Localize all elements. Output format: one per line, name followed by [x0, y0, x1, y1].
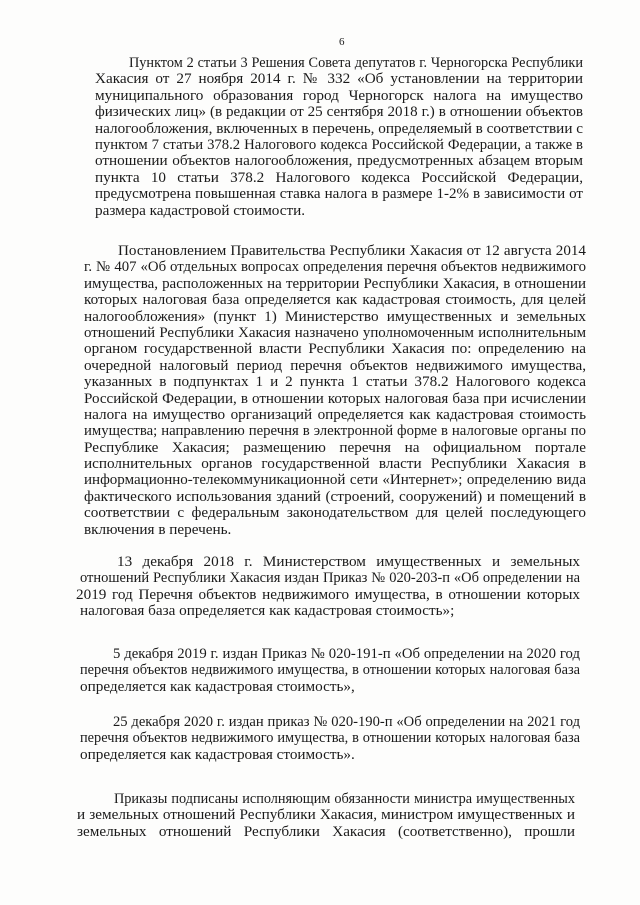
- paragraph-line: налогообложения» (пункт 1) Министерство имущественных и земельных: [84, 307, 586, 325]
- page-number: 6: [339, 36, 345, 48]
- paragraph-line: Хакасия от 27 ноября 2014 г. № 332 «Об установлении на территории: [95, 70, 583, 88]
- paragraph-line: включения в перечень.: [84, 520, 232, 538]
- paragraph-line: 13 декабря 2018 г. Министерством имущественных и земельных: [117, 553, 580, 570]
- paragraph-4: [80, 646, 580, 695]
- paragraph-line: перечня объектов недвижимого имущества, в отношении которых налоговая база: [80, 730, 580, 747]
- paragraph-line: налога на имущество организаций определяется как кадастровая стоимость: [84, 405, 586, 423]
- paragraph-line: и земельных отношений Республики Хакасия, министром имущественных и: [77, 806, 575, 824]
- paragraph-line: очередной налоговый период перечня объектов недвижимого имущества,: [84, 356, 586, 374]
- paragraph-line: г. № 407 «Об отдельных вопросах определения перечня объектов недвижимого: [84, 259, 586, 276]
- paragraph-line: муниципального образования город Черногорск налога на имущество: [95, 86, 583, 104]
- paragraph-line: предусмотрена повышенная ставка налога в размере 1-2% в зависимости от: [95, 186, 583, 203]
- paragraph-line: физических лиц» (в редакции от 25 сентября 2018 г.) в отношении объектов: [95, 104, 583, 121]
- paragraph-line: налогообложения, включенных в перечень, определяемый в соответствии с: [95, 119, 583, 137]
- paragraph-line: пункта 10 статьи 378.2 Налогового кодекса Российской Федерации,: [95, 168, 583, 186]
- paragraph-line: Постановлением Правительства Республики Хакасия от 12 августа 2014: [118, 243, 586, 259]
- paragraph-line: отношений Республики Хакасия издан Приказ № 020-203-п «Об определении на: [80, 570, 580, 587]
- paragraph-line: Республике Хакасия; размещению перечня на официальном портале: [84, 438, 586, 456]
- paragraph-line: перечня объектов недвижимого имущества, в отношении которых налоговая база: [80, 662, 580, 679]
- paragraph-line: Приказы подписаны исполняющим обязанности министра имущественных: [114, 791, 575, 807]
- paragraph-line: имущества, расположенных на территории Республики Хакасия, в отношении: [84, 275, 586, 292]
- paragraph-3: [76, 553, 580, 620]
- paragraph-5: [80, 714, 580, 763]
- paragraph-line: исполнительных органов государственной власти Республики Хакасия в: [84, 455, 586, 473]
- paragraph-line: которых налоговая база определяется как кадастровая стоимость, для целей: [84, 291, 586, 309]
- paragraph-line: определяется как кадастровая стоимость»,: [80, 677, 355, 695]
- paragraph-line: соответствии с федеральным законодательством для целей последующего: [84, 504, 586, 522]
- paragraph-line: 5 декабря 2019 г. издан Приказ № 020-191-п «Об определении на 2020 год: [113, 646, 580, 662]
- paragraph-line: 25 декабря 2020 г. издан приказ № 020-190-п «Об определении на 2021 год: [113, 714, 580, 730]
- paragraph-line: налоговая база определяется как кадастровая стоимость»;: [80, 602, 455, 620]
- paragraph-line: Российской Федерации, в отношении которых налоговая база при исчислении: [84, 390, 586, 407]
- paragraph-1: [95, 55, 583, 219]
- paragraph-line: определяется как кадастровая стоимость».: [80, 745, 355, 763]
- paragraph-line: пунктом 7 статьи 378.2 Налогового кодекса Российской Федерации, а также в: [95, 136, 583, 153]
- paragraph-line: органом государственной власти Республики Хакасия по: определению на: [84, 340, 586, 358]
- paragraph-line: Пунктом 2 статьи 3 Решения Совета депутатов г. Черногорска Республики: [129, 55, 583, 71]
- paragraph-line: информационно-телекоммуникационной сети «Интернет»; определению вида: [84, 472, 586, 489]
- paragraph-line: размера кадастровой стоимости.: [95, 201, 306, 219]
- paragraph-line: отношений Республики Хакасия назначено уполномоченным исполнительным: [84, 324, 586, 341]
- paragraph-line: указанных в подпунктах 1 и 2 пункта 1 статьи 378.2 Налогового кодекса: [84, 373, 586, 391]
- paragraph-line: 2019 год Перечня объектов недвижимого имущества, в отношении которых: [76, 585, 580, 603]
- paragraph-line: земельных отношений Республики Хакасия (соответственно), прошли: [77, 822, 575, 840]
- paragraph-6: [77, 791, 575, 840]
- paragraph-line: фактического использования зданий (строений, сооружений) и помещений в: [84, 487, 586, 505]
- paragraph-line: отношении объектов налогообложения, предусмотренных абзацем вторым: [95, 152, 583, 170]
- paragraph-2: [84, 243, 586, 538]
- paragraph-line: имущества; направлению перечня в электронной форме в налоговые органы по: [84, 423, 586, 440]
